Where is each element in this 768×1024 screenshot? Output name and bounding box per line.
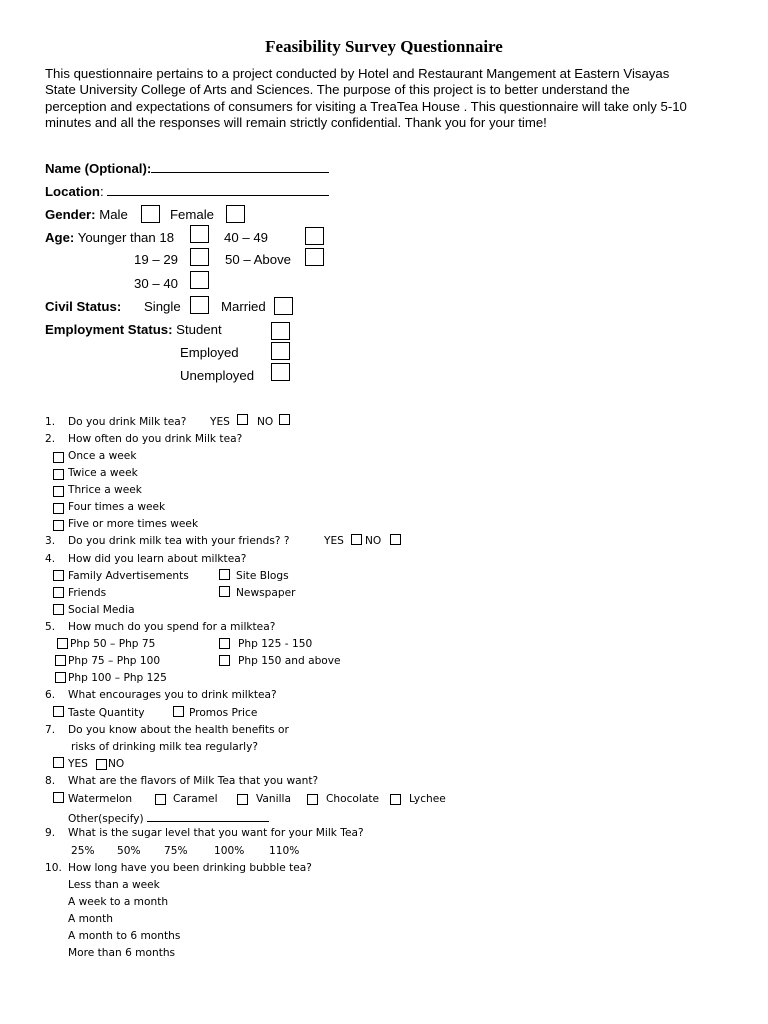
q7-no-checkbox[interactable] [96,759,107,770]
q5-option-checkbox[interactable] [219,638,230,649]
q10-option[interactable]: A month [68,913,113,925]
q8-option-label: Vanilla [256,793,291,805]
q9-level[interactable]: 25% [71,845,95,857]
q7-yes-checkbox[interactable] [53,757,64,768]
q8-option-checkbox[interactable] [237,794,248,805]
q10-number: 10. [45,862,62,874]
employment-option: Student [176,322,222,337]
q7-text: Do you know about the health benefits or [68,724,289,736]
q2-option-checkbox[interactable] [53,452,64,463]
gender-male-label: Male [99,207,128,222]
q4-option-label: Social Media [68,604,135,616]
q8-number: 8. [45,775,56,787]
q10-option[interactable]: A month to 6 months [68,930,181,942]
intro-line: State University College of Arts and Sciences. The purpose of this project is to better understand the [45,82,630,98]
q2-option-label: Twice a week [68,467,138,479]
age-under18-checkbox[interactable] [190,225,209,243]
q2-option-label: Thrice a week [68,484,142,496]
q5-option-label: Php 75 – Php 100 [68,655,161,667]
q1-yes-checkbox[interactable] [237,414,248,425]
q3-yes-checkbox[interactable] [351,534,362,545]
q1-text: Do you drink Milk tea? [68,416,187,428]
intro-line: minutes and all the responses will remain strictly confidential. Thank you for your time! [45,114,547,130]
location-input-line[interactable] [107,183,329,196]
q6-option-checkbox[interactable] [173,706,184,717]
q7-yes-label: YES [68,758,88,770]
name-label: Name (Optional): [45,161,152,176]
employment-option: Employed [180,345,239,360]
q7-number: 7. [45,724,56,736]
gender-female-checkbox[interactable] [226,205,245,223]
q6-text: What encourages you to drink milktea? [68,689,277,701]
civil-married-label: Married [221,299,266,314]
q5-option-label: Php 50 – Php 75 [70,638,156,650]
age-option: 19 – 29 [134,252,178,267]
q5-option-checkbox[interactable] [55,672,66,683]
location-field [45,183,329,199]
q5-text: How much do you spend for a milktea? [68,621,276,633]
civil-single-checkbox[interactable] [190,296,209,314]
q3-no-label: NO [365,535,382,547]
employment-row [45,322,222,337]
age-option: 40 – 49 [224,230,268,245]
q4-option-label: Family Advertisements [68,570,189,582]
q4-option-checkbox[interactable] [53,604,64,615]
q10-text: How long have you been drinking bubble tea? [68,862,312,874]
q4-option-label: Newspaper [236,587,296,599]
gender-male-checkbox[interactable] [141,205,160,223]
q4-option-checkbox[interactable] [219,586,230,597]
q8-option-checkbox[interactable] [155,794,166,805]
q4-option-label: Site Blogs [236,570,289,582]
q8-text: What are the flavors of Milk Tea that you want? [68,775,319,787]
employment-student-checkbox[interactable] [271,322,290,340]
employment-employed-checkbox[interactable] [271,342,290,360]
q7-text-continued: risks of drinking milk tea regularly? [71,741,258,753]
q8-option-label: Caramel [173,793,218,805]
q8-option-checkbox[interactable] [307,794,318,805]
q10-option[interactable]: Less than a week [68,879,160,891]
civil-single-label: Single [144,299,181,314]
q3-number: 3. [45,535,56,547]
q3-no-checkbox[interactable] [390,534,401,545]
q1-no-label: NO [257,416,274,428]
q3-yes-label: YES [324,535,344,547]
q9-level[interactable]: 50% [117,845,141,857]
q8-option-checkbox[interactable] [53,792,64,803]
q6-number: 6. [45,689,56,701]
age-label: Age: [45,230,75,245]
employment-option: Unemployed [180,368,255,383]
q4-number: 4. [45,553,56,565]
q5-option-label: Php 125 - 150 [238,638,313,650]
intro-paragraph [45,66,745,131]
q5-option-checkbox[interactable] [57,638,68,649]
location-colon: : [99,184,104,199]
q2-option-checkbox[interactable] [53,486,64,497]
q6-option-label: Promos Price [189,707,258,719]
q8-other-label: Other(specify) [68,813,144,825]
q5-number: 5. [45,621,56,633]
q8-option-label: Lychee [409,793,446,805]
q2-number: 2. [45,433,56,445]
q5-option-label: Php 150 and above [238,655,341,667]
q5-option-label: Php 100 – Php 125 [68,672,167,684]
q2-option-checkbox[interactable] [53,469,64,480]
q4-option-checkbox[interactable] [219,569,230,580]
q4-text: How did you learn about milktea? [68,553,247,565]
age-row [45,230,174,245]
age-option: Younger than 18 [77,230,175,245]
q5-option-checkbox[interactable] [55,655,66,666]
q8-option-label: Watermelon [68,793,133,805]
location-label: Location [45,184,100,199]
name-input-line[interactable] [151,160,329,173]
q2-option-checkbox[interactable] [53,520,64,531]
q8-other-input-line[interactable] [147,810,269,822]
q9-number: 9. [45,827,56,839]
q3-text: Do you drink milk tea with your friends? ? [68,535,290,547]
age-30-40-checkbox[interactable] [190,271,209,289]
q8-option-label: Chocolate [326,793,380,805]
q2-option-label: Five or more times week [68,518,199,530]
q9-text: What is the sugar level that you want for your Milk Tea? [68,827,364,839]
intro-line: This questionnaire pertains to a project conducted by Hotel and Restaurant Mangement at Eastern Visayas [45,66,670,81]
gender-row [45,207,128,222]
age-40-49-checkbox[interactable] [305,227,324,245]
employment-unemployed-checkbox[interactable] [271,363,290,381]
q6-option-checkbox[interactable] [53,706,64,717]
age-option: 50 – Above [225,252,291,267]
q10-option[interactable]: More than 6 months [68,947,176,959]
intro-line: perception and expectations of consumers for visiting a TreaTea House . This questionnaire will take only 5-10 [45,98,687,114]
q8-option-checkbox[interactable] [390,794,401,805]
q9-level[interactable]: 100% [214,845,245,857]
q2-text: How often do you drink Milk tea? [68,433,243,445]
q2-option-checkbox[interactable] [53,503,64,514]
q4-option-checkbox[interactable] [53,570,64,581]
q10-option[interactable]: A week to a month [68,896,169,908]
q4-option-label: Friends [68,587,107,599]
q2-option-label: Once a week [68,450,137,462]
q1-no-checkbox[interactable] [279,414,290,425]
gender-female-label: Female [170,207,214,222]
name-field [45,160,329,176]
q1-yes-label: YES [210,416,230,428]
q2-option-label: Four times a week [68,501,166,513]
civil-status-label: Civil Status: [45,299,122,314]
q4-option-checkbox[interactable] [53,587,64,598]
age-19-29-checkbox[interactable] [190,248,209,266]
q6-option-label: Taste Quantity [68,707,145,719]
page-title: Feasibility Survey Questionnaire [265,37,503,56]
q1-number: 1. [45,416,56,428]
q8-other-field [68,810,269,825]
q9-level[interactable]: 110% [269,845,300,857]
age-option: 30 – 40 [134,276,178,291]
q5-option-checkbox[interactable] [219,655,230,666]
employment-label: Employment Status: [45,322,173,337]
gender-label: Gender: [45,207,96,222]
age-50-above-checkbox[interactable] [305,248,324,266]
civil-married-checkbox[interactable] [274,297,293,315]
q7-no-label: NO [108,758,125,770]
q9-level[interactable]: 75% [164,845,188,857]
